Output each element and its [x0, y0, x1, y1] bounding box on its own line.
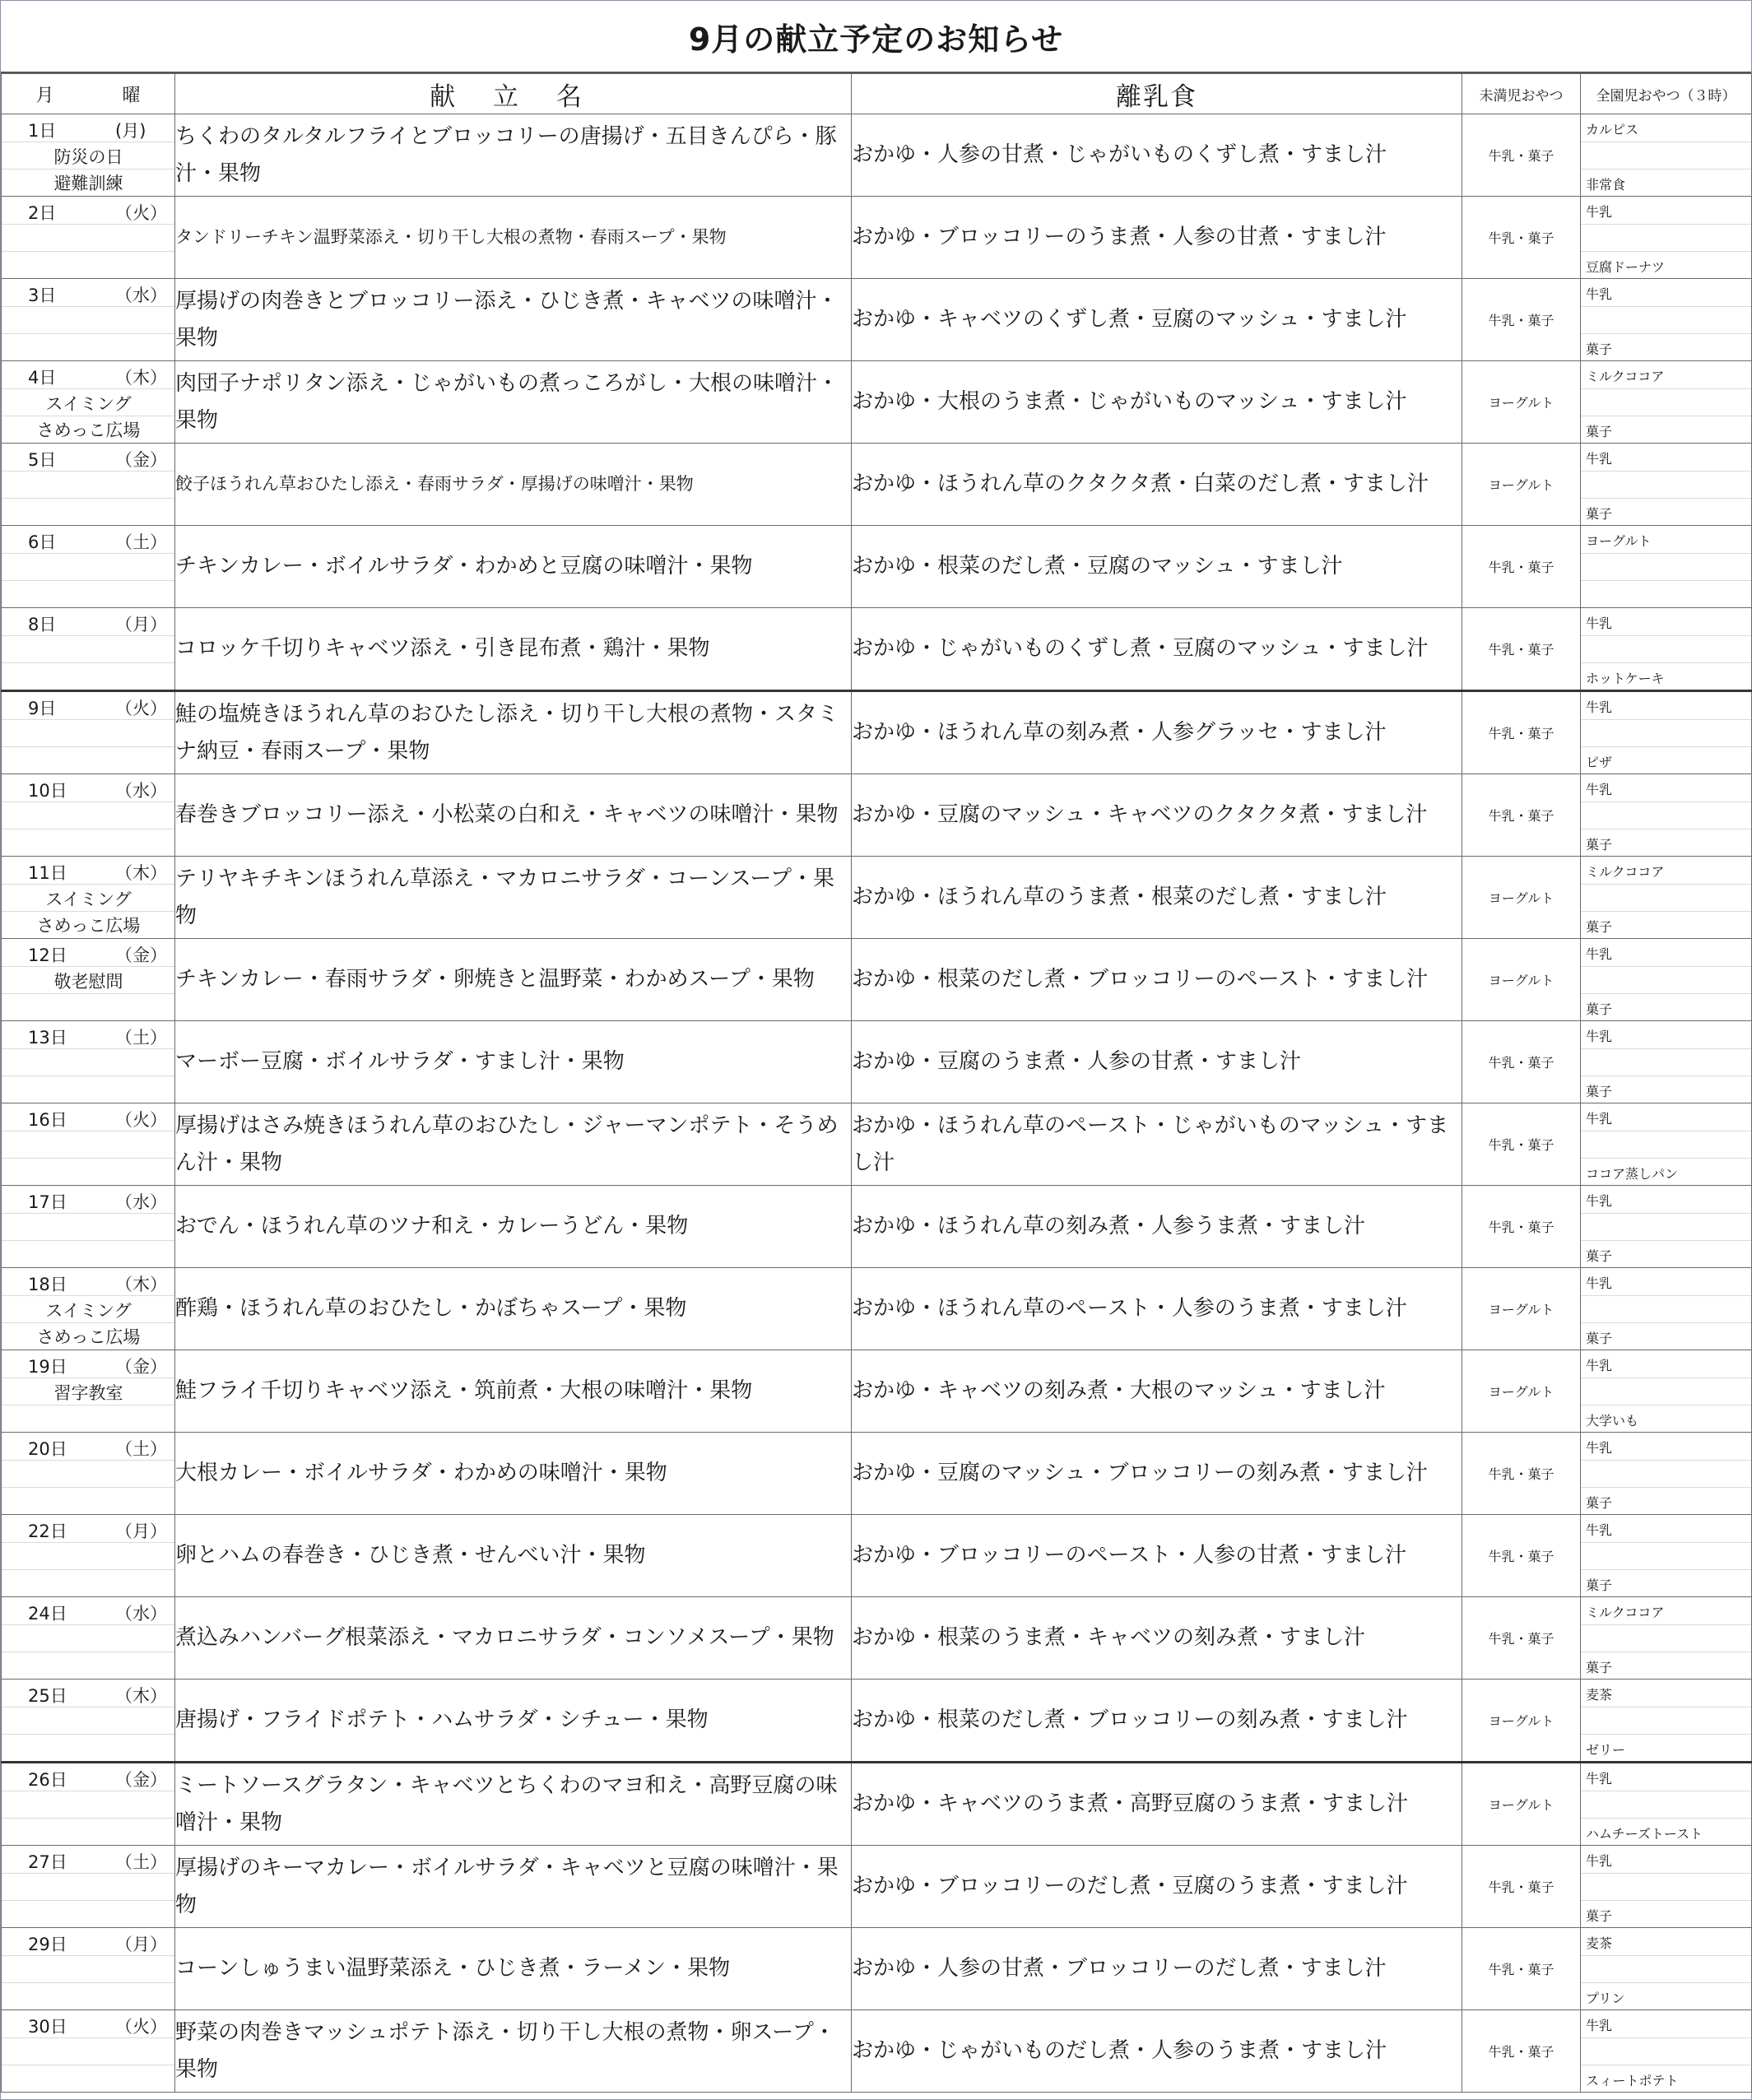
under3-snack-cell: ヨーグルト: [1462, 1350, 1581, 1433]
snack-drink: 牛乳: [1586, 1111, 1613, 1127]
table-row: [2, 1021, 1752, 1103]
all-snack-cell: [1581, 608, 1752, 691]
menu-cell: ちくわのタルタルフライとブロッコリーの唐揚げ・五目きんぴら・豚汁・果物: [175, 114, 852, 197]
snack-food: 非常食: [1586, 177, 1626, 193]
all-snack-cell: [1581, 526, 1752, 608]
menu-cell: 大根カレー・ボイルサラダ・わかめの味噌汁・果物: [175, 1433, 852, 1515]
baby-food-cell: おかゆ・根菜のうま煮・キャベツの刻み煮・すまし汁: [852, 1597, 1462, 1680]
table-row: [2, 1763, 1752, 1846]
menu-cell: テリヤキチキンほうれん草添え・マカロニサラダ・コーンスープ・果物: [175, 857, 852, 939]
day-label: 17日: [28, 1192, 67, 1212]
date-cell: [2, 1515, 175, 1597]
all-snack-cell: [1581, 1021, 1752, 1103]
all-snack-cell: [1581, 444, 1752, 526]
baby-food-cell: おかゆ・キャベツのうま煮・高野豆腐のうま煮・すまし汁: [852, 1763, 1462, 1846]
date-cell: [2, 857, 175, 939]
table-row: [2, 1928, 1752, 2010]
menu-cell: マーボー豆腐・ボイルサラダ・すまし汁・果物: [175, 1021, 852, 1103]
day-label: 22日: [28, 1522, 67, 1541]
baby-food-cell: おかゆ・人参の甘煮・じゃがいものくずし煮・すまし汁: [852, 114, 1462, 197]
baby-food-cell: おかゆ・ほうれん草のペースト・人参のうま煮・すまし汁: [852, 1268, 1462, 1350]
snack-drink: ヨーグルト: [1586, 533, 1652, 549]
snack-food: 菓子: [1586, 1001, 1613, 1017]
baby-food-cell: おかゆ・じゃがいものくずし煮・豆腐のマッシュ・すまし汁: [852, 608, 1462, 691]
under3-snack-cell: 牛乳・菓子: [1462, 1846, 1581, 1928]
table-row: [2, 1680, 1752, 1763]
menu-cell: 厚揚げはさみ焼きほうれん草のおひたし・ジャーマンポテト・そうめん汁・果物: [175, 1103, 852, 1186]
table-row: [2, 857, 1752, 939]
snack-drink: 牛乳: [1586, 286, 1613, 302]
snack-drink: カルピス: [1586, 122, 1639, 137]
weekday-label: (月): [115, 121, 146, 141]
baby-food-cell: おかゆ・ブロッコリーのうま煮・人参の甘煮・すまし汁: [852, 197, 1462, 279]
all-snack-cell: [1581, 361, 1752, 444]
snack-drink: 牛乳: [1586, 616, 1613, 631]
snack-drink: 牛乳: [1586, 946, 1613, 962]
weekday-label: （水）: [115, 1604, 167, 1624]
date-cell: [2, 1680, 175, 1763]
snack-food: スィートポテト: [1586, 2073, 1679, 2088]
day-label: 4日: [28, 368, 57, 388]
date-cell: [2, 279, 175, 361]
event-line-2: さめっこ広場: [36, 1327, 141, 1347]
weekday-label: （水）: [115, 781, 167, 801]
menu-cell: 酢鶏・ほうれん草のおひたし・かぼちゃスープ・果物: [175, 1268, 852, 1350]
day-label: 5日: [28, 450, 57, 470]
all-snack-cell: [1581, 114, 1752, 197]
weekday-label: （木）: [115, 1686, 167, 1706]
snack-food: 菓子: [1586, 1495, 1613, 1511]
baby-food-cell: おかゆ・ほうれん草の刻み煮・人参グラッセ・すまし汁: [852, 691, 1462, 774]
all-snack-cell: [1581, 774, 1752, 857]
menu-cell: 卵とハムの春巻き・ひじき煮・せんべい汁・果物: [175, 1515, 852, 1597]
snack-food: 菓子: [1586, 919, 1613, 935]
baby-food-cell: おかゆ・根菜のだし煮・ブロッコリーのペースト・すまし汁: [852, 939, 1462, 1021]
table-row: [2, 939, 1752, 1021]
weekday-label: （月）: [115, 615, 167, 634]
day-label: 8日: [28, 615, 57, 634]
day-label: 20日: [28, 1439, 67, 1459]
menu-cell: コーンしゅうまい温野菜添え・ひじき煮・ラーメン・果物: [175, 1928, 852, 2010]
day-label: 27日: [28, 1852, 67, 1872]
date-cell: [2, 361, 175, 444]
all-snack-cell: [1581, 1268, 1752, 1350]
table-row: [2, 774, 1752, 857]
day-label: 29日: [28, 1935, 67, 1954]
menu-cell: 肉団子ナポリタン添え・じゃがいもの煮っころがし・大根の味噌汁・果物: [175, 361, 852, 444]
baby-food-cell: おかゆ・ほうれん草の刻み煮・人参うま煮・すまし汁: [852, 1186, 1462, 1268]
table-header-row: [2, 74, 1752, 114]
snack-food: 菓子: [1586, 1248, 1613, 1264]
snack-food: 菓子: [1586, 341, 1613, 357]
weekday-label: （金）: [115, 1770, 167, 1790]
snack-food: 菓子: [1586, 1660, 1613, 1675]
day-label: 13日: [28, 1028, 67, 1048]
header-month: 月: [35, 85, 54, 106]
snack-drink: ミルクココア: [1586, 1605, 1665, 1620]
weekday-label: （水）: [115, 1192, 167, 1212]
under3-snack-cell: 牛乳・菓子: [1462, 1186, 1581, 1268]
table-row: [2, 1433, 1752, 1515]
snack-drink: 牛乳: [1586, 1029, 1613, 1044]
menu-cell: 鮭の塩焼きほうれん草のおひたし添え・切り干し大根の煮物・スタミナ納豆・春雨スープ・果物: [175, 691, 852, 774]
header-baby-food: 離乳食: [852, 74, 1462, 114]
day-label: 6日: [28, 532, 57, 552]
date-cell: [2, 939, 175, 1021]
date-cell: [2, 691, 175, 774]
menu-cell: 鮭フライ千切りキャベツ添え・筑前煮・大根の味噌汁・果物: [175, 1350, 852, 1433]
menu-cell: 煮込みハンバーグ根菜添え・マカロニサラダ・コンソメスープ・果物: [175, 1597, 852, 1680]
weekday-label: （土）: [115, 1439, 167, 1459]
menu-cell: チキンカレー・ボイルサラダ・わかめと豆腐の味噌汁・果物: [175, 526, 852, 608]
day-label: 11日: [28, 863, 67, 883]
date-cell: [2, 1763, 175, 1846]
weekday-label: （金）: [115, 450, 167, 470]
date-cell: [2, 114, 175, 197]
baby-food-cell: おかゆ・豆腐のうま煮・人参の甘煮・すまし汁: [852, 1021, 1462, 1103]
table-row: [2, 1597, 1752, 1680]
table-row: [2, 444, 1752, 526]
all-snack-cell: [1581, 1103, 1752, 1186]
all-snack-cell: [1581, 1846, 1752, 1928]
menu-cell: コロッケ千切りキャベツ添え・引き昆布煮・鶏汁・果物: [175, 608, 852, 691]
day-label: 24日: [28, 1604, 67, 1624]
snack-food: 菓子: [1586, 424, 1613, 439]
all-snack-cell: [1581, 279, 1752, 361]
page-title: 9月の献立予定のお知らせ: [1, 1, 1751, 73]
date-cell: [2, 1597, 175, 1680]
snack-drink: ミルクココア: [1586, 864, 1665, 880]
baby-food-cell: おかゆ・キャベツの刻み煮・大根のマッシュ・すまし汁: [852, 1350, 1462, 1433]
snack-drink: 牛乳: [1586, 1853, 1613, 1869]
day-label: 3日: [28, 286, 57, 305]
date-cell: [2, 197, 175, 279]
snack-drink: 牛乳: [1586, 782, 1613, 797]
date-cell: [2, 774, 175, 857]
event-line-1: 防災の日: [53, 147, 123, 167]
table-row: [2, 1350, 1752, 1433]
baby-food-cell: おかゆ・ブロッコリーのペースト・人参の甘煮・すまし汁: [852, 1515, 1462, 1597]
snack-food: 菓子: [1586, 1084, 1613, 1099]
all-snack-cell: [1581, 1928, 1752, 2010]
weekday-label: （水）: [115, 286, 167, 305]
under3-snack-cell: 牛乳・菓子: [1462, 197, 1581, 279]
snack-food: 菓子: [1586, 1577, 1613, 1593]
menu-table: [1, 73, 1752, 2093]
all-snack-cell: [1581, 939, 1752, 1021]
baby-food-cell: おかゆ・ほうれん草のうま煮・根菜のだし煮・すまし汁: [852, 857, 1462, 939]
under3-snack-cell: 牛乳・菓子: [1462, 608, 1581, 691]
under3-snack-cell: 牛乳・菓子: [1462, 774, 1581, 857]
weekday-label: （火）: [115, 1110, 167, 1130]
table-row: [2, 279, 1752, 361]
menu-cell: 野菜の肉巻きマッシュポテト添え・切り干し大根の煮物・卵スープ・果物: [175, 2010, 852, 2093]
under3-snack-cell: ヨーグルト: [1462, 939, 1581, 1021]
date-cell: [2, 1021, 175, 1103]
all-snack-cell: [1581, 1597, 1752, 1680]
header-menu: 献 立 名: [175, 74, 852, 114]
event-line-1: 習字教室: [53, 1383, 123, 1403]
baby-food-cell: おかゆ・根菜のだし煮・ブロッコリーの刻み煮・すまし汁: [852, 1680, 1462, 1763]
all-snack-cell: [1581, 1680, 1752, 1763]
table-row: [2, 361, 1752, 444]
weekday-label: （月）: [115, 1522, 167, 1541]
baby-food-cell: おかゆ・キャベツのくずし煮・豆腐のマッシュ・すまし汁: [852, 279, 1462, 361]
menu-cell: タンドリーチキン温野菜添え・切り干し大根の煮物・春雨スープ・果物: [175, 197, 852, 279]
event-line-1: 敬老慰問: [53, 972, 123, 992]
date-cell: [2, 608, 175, 691]
snack-drink: 牛乳: [1586, 1440, 1613, 1456]
baby-food-cell: おかゆ・根菜のだし煮・豆腐のマッシュ・すまし汁: [852, 526, 1462, 608]
snack-drink: 牛乳: [1586, 1522, 1613, 1538]
all-snack-cell: [1581, 2010, 1752, 2093]
menu-cell: 唐揚げ・フライドポテト・ハムサラダ・シチュー・果物: [175, 1680, 852, 1763]
under3-snack-cell: 牛乳・菓子: [1462, 2010, 1581, 2093]
under3-snack-cell: 牛乳・菓子: [1462, 1433, 1581, 1515]
table-row: [2, 197, 1752, 279]
day-label: 9日: [28, 699, 57, 718]
day-label: 26日: [28, 1770, 67, 1790]
under3-snack-cell: ヨーグルト: [1462, 1680, 1581, 1763]
date-cell: [2, 1350, 175, 1433]
date-cell: [2, 1846, 175, 1928]
event-line-1: スイミング: [45, 890, 132, 909]
snack-drink: ミルクココア: [1586, 369, 1665, 384]
day-label: 25日: [28, 1686, 67, 1706]
baby-food-cell: おかゆ・ほうれん草のクタクタ煮・白菜のだし煮・すまし汁: [852, 444, 1462, 526]
date-cell: [2, 1928, 175, 2010]
day-label: 30日: [28, 2017, 67, 2037]
weekday-label: （木）: [115, 368, 167, 388]
under3-snack-cell: ヨーグルト: [1462, 857, 1581, 939]
snack-food: ハムチーズトースト: [1586, 1826, 1703, 1842]
snack-food: 菓子: [1586, 1908, 1613, 1924]
menu-cell: ミートソースグラタン・キャベツとちくわのマヨ和え・高野豆腐の味噌汁・果物: [175, 1763, 852, 1846]
weekday-label: （火）: [115, 699, 167, 718]
baby-food-cell: おかゆ・豆腐のマッシュ・ブロッコリーの刻み煮・すまし汁: [852, 1433, 1462, 1515]
snack-food: ピザ: [1586, 755, 1613, 770]
under3-snack-cell: 牛乳・菓子: [1462, 1021, 1581, 1103]
under3-snack-cell: 牛乳・菓子: [1462, 691, 1581, 774]
snack-food: ゼリー: [1586, 1742, 1626, 1758]
header-under3-snack: 未満児おやつ: [1462, 74, 1581, 114]
snack-food: 豆腐ドーナツ: [1586, 259, 1665, 275]
table-row: [2, 114, 1752, 197]
snack-drink: 牛乳: [1586, 1771, 1613, 1786]
under3-snack-cell: 牛乳・菓子: [1462, 279, 1581, 361]
menu-cell: おでん・ほうれん草のツナ和え・カレーうどん・果物: [175, 1186, 852, 1268]
under3-snack-cell: 牛乳・菓子: [1462, 1103, 1581, 1186]
event-line-1: スイミング: [45, 394, 132, 414]
under3-snack-cell: ヨーグルト: [1462, 444, 1581, 526]
weekday-label: （金）: [115, 1357, 167, 1377]
snack-food: ホットケーキ: [1586, 671, 1665, 686]
snack-drink: 牛乳: [1586, 1275, 1613, 1291]
snack-drink: 麦茶: [1586, 1687, 1613, 1703]
date-cell: [2, 1433, 175, 1515]
baby-food-cell: おかゆ・人参の甘煮・ブロッコリーのだし煮・すまし汁: [852, 1928, 1462, 2010]
day-label: 2日: [28, 203, 57, 223]
snack-food: 菓子: [1586, 1331, 1613, 1346]
under3-snack-cell: 牛乳・菓子: [1462, 1515, 1581, 1597]
baby-food-cell: おかゆ・ほうれん草のペースト・じゃがいものマッシュ・すまし汁: [852, 1103, 1462, 1186]
day-label: 18日: [28, 1275, 67, 1294]
snack-food: ココア蒸しパン: [1586, 1166, 1679, 1182]
header-weekday: 曜: [122, 85, 141, 106]
weekday-label: （木）: [115, 863, 167, 883]
all-snack-cell: [1581, 1763, 1752, 1846]
table-row: [2, 526, 1752, 608]
snack-food: 菓子: [1586, 506, 1613, 522]
baby-food-cell: おかゆ・豆腐のマッシュ・キャベツのクタクタ煮・すまし汁: [852, 774, 1462, 857]
weekday-label: （土）: [115, 532, 167, 552]
date-cell: [2, 2010, 175, 2093]
table-row: [2, 1103, 1752, 1186]
under3-snack-cell: 牛乳・菓子: [1462, 1597, 1581, 1680]
table-row: [2, 1515, 1752, 1597]
weekday-label: （金）: [115, 945, 167, 965]
menu-cell: 餃子ほうれん草おひたし添え・春雨サラダ・厚揚げの味噌汁・果物: [175, 444, 852, 526]
table-row: [2, 608, 1752, 691]
snack-drink: 牛乳: [1586, 2018, 1613, 2033]
date-cell: [2, 444, 175, 526]
snack-drink: 牛乳: [1586, 1358, 1613, 1373]
date-cell: [2, 1186, 175, 1268]
all-snack-cell: [1581, 197, 1752, 279]
day-label: 12日: [28, 945, 67, 965]
baby-food-cell: おかゆ・じゃがいものだし煮・人参のうま煮・すまし汁: [852, 2010, 1462, 2093]
event-line-2: さめっこ広場: [36, 420, 141, 440]
all-snack-cell: [1581, 691, 1752, 774]
menu-cell: 厚揚げのキーマカレー・ボイルサラダ・キャベツと豆腐の味噌汁・果物: [175, 1846, 852, 1928]
snack-drink: 牛乳: [1586, 699, 1613, 715]
snack-drink: 麦茶: [1586, 1935, 1613, 1951]
snack-drink: 牛乳: [1586, 1193, 1613, 1209]
day-label: 19日: [28, 1357, 67, 1377]
menu-cell: チキンカレー・春雨サラダ・卵焼きと温野菜・わかめスープ・果物: [175, 939, 852, 1021]
date-cell: [2, 1103, 175, 1186]
day-label: 10日: [28, 781, 67, 801]
weekday-label: （土）: [115, 1852, 167, 1872]
under3-snack-cell: ヨーグルト: [1462, 361, 1581, 444]
all-snack-cell: [1581, 1433, 1752, 1515]
snack-drink: 牛乳: [1586, 204, 1613, 220]
under3-snack-cell: 牛乳・菓子: [1462, 114, 1581, 197]
header-date: [2, 74, 175, 114]
event-line-2: さめっこ広場: [36, 916, 141, 936]
snack-food: 大学いも: [1586, 1413, 1639, 1429]
weekday-label: （土）: [115, 1028, 167, 1048]
date-cell: [2, 526, 175, 608]
under3-snack-cell: 牛乳・菓子: [1462, 526, 1581, 608]
table-row: [2, 691, 1752, 774]
under3-snack-cell: ヨーグルト: [1462, 1268, 1581, 1350]
weekday-label: （月）: [115, 1935, 167, 1954]
menu-cell: 春巻きブロッコリー添え・小松菜の白和え・キャベツの味噌汁・果物: [175, 774, 852, 857]
under3-snack-cell: 牛乳・菓子: [1462, 1928, 1581, 2010]
header-all-snack: 全園児おやつ（３時）: [1581, 74, 1752, 114]
event-line-2: 避難訓練: [53, 174, 123, 193]
menu-cell: 厚揚げの肉巻きとブロッコリー添え・ひじき煮・キャベツの味噌汁・果物: [175, 279, 852, 361]
table-row: [2, 1268, 1752, 1350]
day-label: 1日: [28, 121, 57, 141]
weekday-label: （火）: [115, 2017, 167, 2037]
all-snack-cell: [1581, 1515, 1752, 1597]
day-label: 16日: [28, 1110, 67, 1130]
all-snack-cell: [1581, 857, 1752, 939]
all-snack-cell: [1581, 1186, 1752, 1268]
all-snack-cell: [1581, 1350, 1752, 1433]
baby-food-cell: おかゆ・大根のうま煮・じゃがいものマッシュ・すまし汁: [852, 361, 1462, 444]
weekday-label: （火）: [115, 203, 167, 223]
snack-drink: 牛乳: [1586, 451, 1613, 467]
table-row: [2, 1846, 1752, 1928]
weekday-label: （木）: [115, 1275, 167, 1294]
snack-food: プリン: [1586, 1991, 1625, 2006]
date-cell: [2, 1268, 175, 1350]
event-line-1: スイミング: [45, 1301, 132, 1321]
table-row: [2, 1186, 1752, 1268]
under3-snack-cell: ヨーグルト: [1462, 1763, 1581, 1846]
baby-food-cell: おかゆ・ブロッコリーのだし煮・豆腐のうま煮・すまし汁: [852, 1846, 1462, 1928]
snack-food: 菓子: [1586, 837, 1613, 853]
table-row: [2, 2010, 1752, 2093]
